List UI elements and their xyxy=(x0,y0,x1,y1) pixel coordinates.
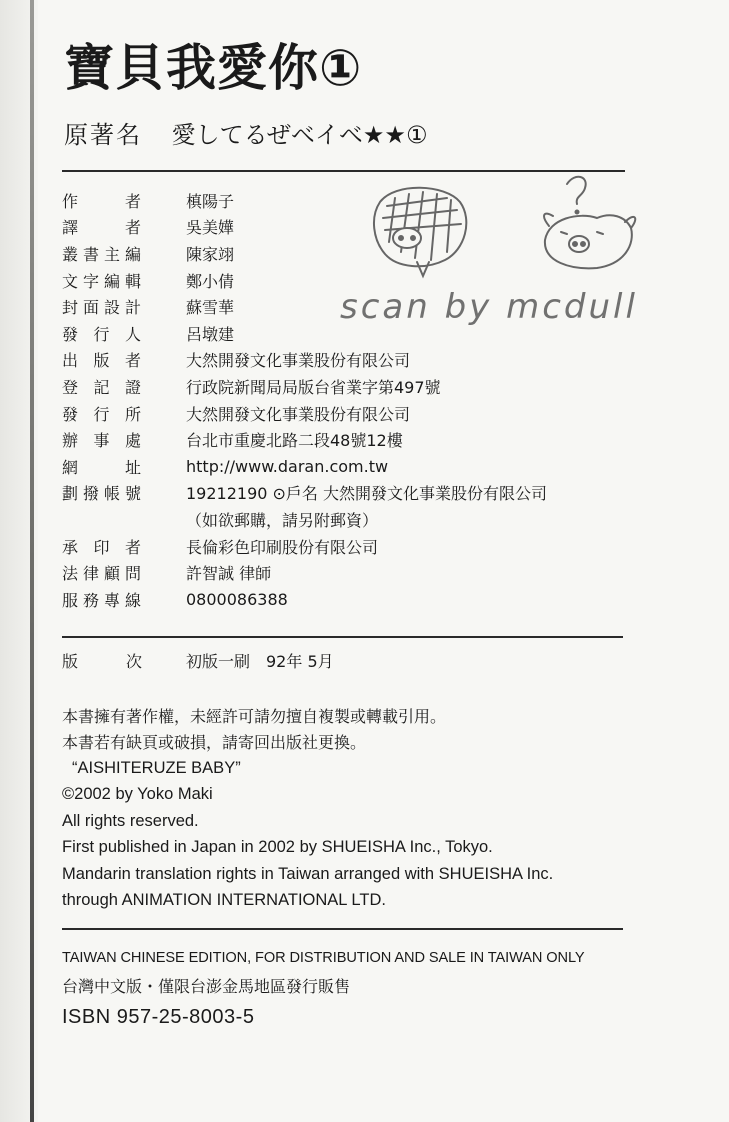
credit-row xyxy=(62,400,547,427)
note-line: First published in Japan in 2002 by SHUEISHA Inc., Tokyo. xyxy=(62,838,493,857)
edition-row xyxy=(62,649,334,672)
credit-key: 登記證 xyxy=(62,377,142,397)
pig-hood-icon xyxy=(374,188,466,276)
credit-value: 0800086388 xyxy=(186,589,288,609)
credit-row xyxy=(62,373,547,400)
website-url: http://www.daran.com.tw xyxy=(186,456,389,476)
distribution-english: TAIWAN CHINESE EDITION, FOR DISTRIBUTION AND SALE IN TAIWAN ONLY xyxy=(62,950,585,966)
credit-key: 服務專線 xyxy=(62,590,142,610)
credit-value: 大然開發文化事業股份有限公司 xyxy=(186,404,411,424)
edition-key: 版次 xyxy=(62,652,142,671)
credit-row xyxy=(62,347,547,374)
credit-value: 吳美嬅 xyxy=(186,218,235,238)
credit-value: 長倫彩色印刷股份有限公司 xyxy=(186,537,379,557)
credit-row xyxy=(62,559,547,586)
credit-value: 大然開發文化事業股份有限公司 xyxy=(186,351,411,371)
isbn: ISBN 957-25-8003-5 xyxy=(62,1005,255,1028)
original-title-label: 原著名 xyxy=(64,121,142,149)
credit-row xyxy=(62,533,547,560)
credit-key: 發行人 xyxy=(62,324,142,344)
credit-row xyxy=(62,506,547,533)
credit-value: 台北市重慶北路二段48號12樓 xyxy=(186,431,403,451)
original-title xyxy=(64,115,427,150)
credit-row xyxy=(62,426,547,453)
credit-key: 文字編輯 xyxy=(62,271,142,291)
note-line: 本書擁有著作權，未經許可請勿擅自複製或轉載引用。 xyxy=(62,706,447,726)
note-line: “AISHITERUZE BABY” xyxy=(72,758,241,777)
credit-key: 辦事處 xyxy=(62,431,142,451)
divider-bottom xyxy=(62,928,623,930)
edition-value: 初版一刷 92年 5月 xyxy=(186,652,334,671)
credit-key: 承印者 xyxy=(62,537,142,557)
credit-key: 叢書主編 xyxy=(62,244,142,264)
book-title: 寶貝我愛你① xyxy=(64,39,363,97)
watermark-text: scan by mcdull xyxy=(340,287,638,327)
credit-key: 法律顧問 xyxy=(62,564,142,584)
credit-key: 劃撥帳號 xyxy=(62,484,142,504)
credit-row xyxy=(62,480,547,507)
credit-value: 鄭小倩 xyxy=(186,271,235,291)
note-line: 本書若有缺頁或破損，請寄回出版社更換。 xyxy=(62,733,367,753)
credit-value: 許智誠 律師 xyxy=(186,564,272,584)
credit-row xyxy=(62,453,547,480)
credit-value: 陳家翊 xyxy=(186,244,235,264)
pig-face-icon xyxy=(544,177,635,269)
credit-key: 封面設計 xyxy=(62,298,142,318)
credit-value: 呂墩建 xyxy=(186,324,235,344)
credit-value: 蘇雪華 xyxy=(186,298,235,318)
note-line: Mandarin translation rights in Taiwan arranged with SHUEISHA Inc. xyxy=(62,864,554,883)
credit-key: 網址 xyxy=(62,457,142,477)
credit-value: （如欲郵購，請另附郵資） xyxy=(186,510,379,530)
credit-row xyxy=(62,586,547,613)
note-line: ©2002 by Yoko Maki xyxy=(62,785,213,804)
spine-shadow-line xyxy=(30,0,34,1122)
note-line: through ANIMATION INTERNATIONAL LTD. xyxy=(62,891,386,910)
credit-key: 作者 xyxy=(62,191,142,211)
credit-value: 19212190 ⊙戶名 大然開發文化事業股份有限公司 xyxy=(186,484,548,504)
credit-key: 出版者 xyxy=(62,351,142,371)
distribution-chinese: 台灣中文版・僅限台澎金馬地區發行販售 xyxy=(62,976,351,996)
note-line: All rights reserved. xyxy=(62,811,199,830)
credit-value: 槙陽子 xyxy=(186,191,235,211)
credit-value: 行政院新聞局局版台省業字第497號 xyxy=(186,377,441,397)
divider-middle xyxy=(62,636,623,638)
original-title-value: 愛してるぜベイベ★★① xyxy=(171,121,428,149)
distribution-block xyxy=(62,945,585,1035)
credit-key: 譯者 xyxy=(62,218,142,238)
copyright-notes xyxy=(62,702,553,914)
credit-key: 發行所 xyxy=(62,404,142,424)
